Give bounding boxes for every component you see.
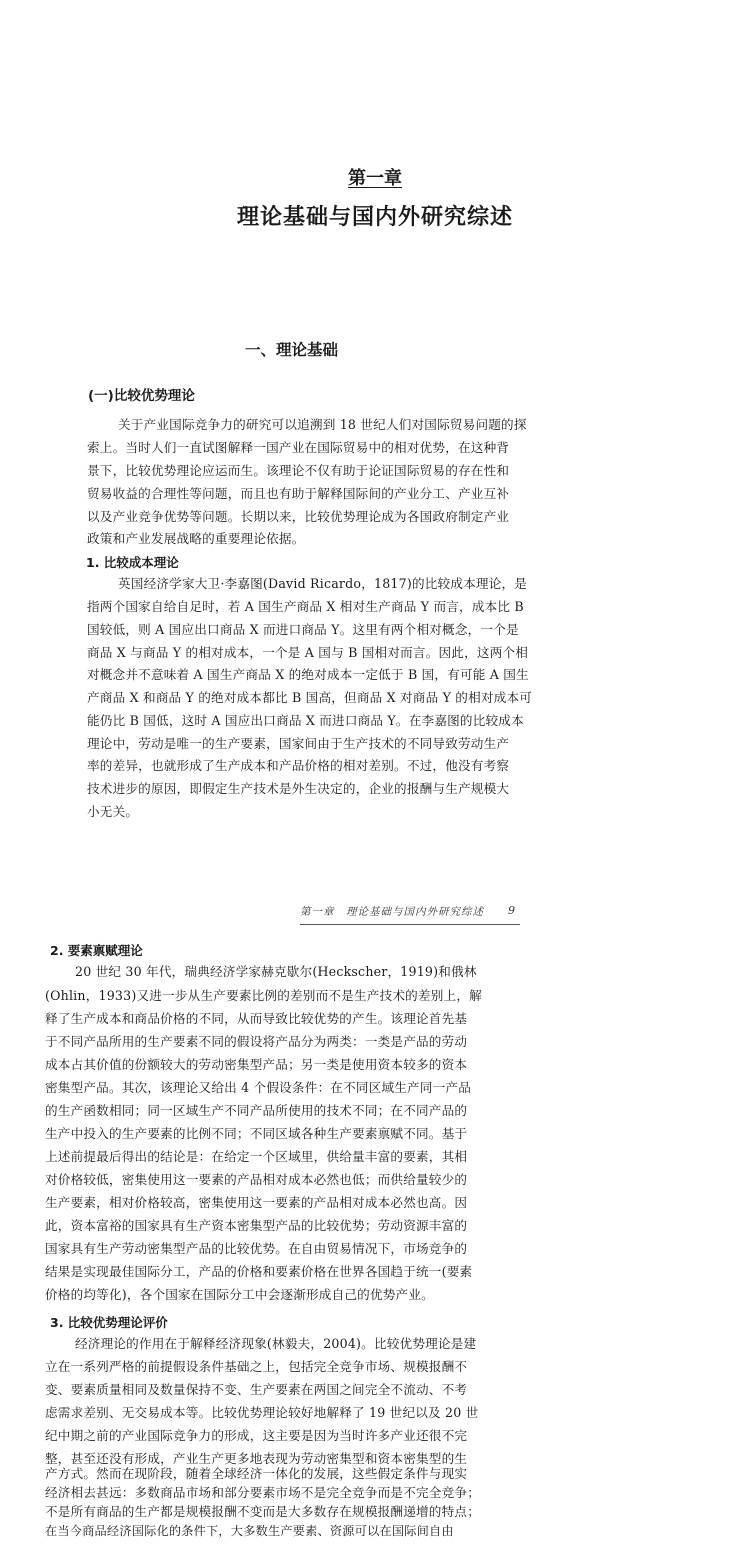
text-line: 结果是实现最佳国际分工，产品的价格和要素价格在世界各国趋于统一(要素 xyxy=(45,1264,473,1279)
header-rule xyxy=(300,924,520,925)
text-line: 对价格较低，密集使用这一要素的产品相对成本必然也低；而供给量较少的 xyxy=(45,1172,468,1187)
text-line: 释了生产成本和商品价格的不同，从而导致比较优势的产生。该理论首先基 xyxy=(45,1011,468,1026)
text-line: 密集型产品。其次，该理论又给出 4 个假设条件：在不同区域生产同一产品 xyxy=(45,1080,472,1095)
text-line: 国家具有生产劳动密集型产品的比较优势。在自由贸易情况下，市场竞争的 xyxy=(45,1241,468,1256)
running-head xyxy=(300,904,484,919)
text-line: 小无关。 xyxy=(87,804,139,819)
part2-title: 2. 要素禀赋理论 xyxy=(50,943,143,958)
text-line: 景下，比较优势理论应运而生。该理论不仅有助于论证国际贸易的存在性和 xyxy=(87,463,510,478)
text-line: 虑需求差别、无交易成本等。比较优势理论较好地解释了 19 世纪以及 20 世 xyxy=(45,1405,479,1420)
text-line: 索上。当时人们一直试图解释一国产业在国际贸易中的相对优势，在这种背 xyxy=(87,440,510,455)
part1-title: 1. 比较成本理论 xyxy=(86,555,179,570)
text-line: 国较低，则 A 国应出口商品 X 而进口商品 Y。这里有两个相对概念，一个是 xyxy=(87,622,519,637)
text-line: 贸易收益的合理性等问题，而且也有助于解释国际间的产业分工、产业互补 xyxy=(87,486,510,501)
text-line: 对概念并不意味着 A 国生产商品 X 的绝对成本一定低于 B 国，有可能 A 国生 xyxy=(87,667,529,682)
text-line: 指两个国家自给自足时，若 A 国生产商品 X 相对生产商品 Y 而言，成本比 B xyxy=(87,599,524,614)
text-line: 立在一系列严格的前提假设条件基础之上，包括完全竞争市场、规模报酬不 xyxy=(45,1359,468,1374)
text-line: 的生产函数相同；同一区域生产不同产品所使用的技术不同；在不同产品的 xyxy=(45,1103,468,1118)
text-line: 商品 X 与商品 Y 的相对成本，一个是 A 国与 B 国相对而言。因此，这两个相 xyxy=(87,645,529,660)
text-line: 于不同产品所用的生产要素不同的假设将产品分为两类：一类是产品的劳动 xyxy=(45,1034,468,1049)
text-line: 产商品 X 和商品 Y 的绝对成本都比 B 国高，但商品 X 对商品 Y 的相对成本可 xyxy=(87,690,533,705)
text-line: 在当今商品经济国际化的条件下，大多数生产要素、资源可以在国际间自由 xyxy=(45,1524,454,1538)
text-line: (Ohlin，1933)又进一步从生产要素比例的差别而不是生产技术的差别上，解 xyxy=(45,988,482,1003)
text-line: 价格的均等化)，各个国家在国际分工中会逐渐形成自己的优势产业。 xyxy=(45,1287,434,1302)
part3-title: 3. 比较优势理论评价 xyxy=(50,1315,168,1330)
text-line: 变、要素质量相同及数量保持不变、生产要素在两国之间完全不流动、不考 xyxy=(45,1382,468,1397)
text-line: 产方式。然而在现阶段，随着全球经济一体化的发展，这些假定条件与现实 xyxy=(45,1466,468,1481)
text-line: 关于产业国际竞争力的研究可以追溯到 18 世纪人们对国际贸易问题的探 xyxy=(118,417,527,432)
text-line: 政策和产业发展战略的重要理论依据。 xyxy=(87,531,305,546)
text-line: 以及产业竞争优势等问题。长期以来，比较优势理论成为各国政府制定产业 xyxy=(87,509,510,524)
text-line: 生产中投入的生产要素的比例不同；不同区域各种生产要素禀赋不同。基于 xyxy=(45,1126,468,1141)
text-line: 经济相去甚远：多数商品市场和部分要素市场不是完全竞争而是不完全竞争； xyxy=(45,1485,480,1500)
text-line: 20 世纪 30 年代，瑞典经济学家赫克歇尔(Heckscher，1919)和俄林 xyxy=(75,964,477,979)
text-line: 纪中期之前的产业国际竞争力的形成，这主要是因为当时许多产业还很不完 xyxy=(45,1428,468,1443)
text-line: 上述前提最后得出的结论是：在给定一个区域里，供给量丰富的要素，其相 xyxy=(45,1149,468,1164)
text-line: 英国经济学家大卫·李嘉图(David Ricardo，1817)的比较成本理论，是 xyxy=(118,576,528,591)
text-line: 整，甚至还没有形成，产业生产更多地表现为劳动密集型和资本密集型的生 xyxy=(45,1451,468,1466)
text-line: 能仍比 B 国低，这时 A 国应出口商品 X 而进口商品 Y。在李嘉图的比较成本 xyxy=(87,713,524,728)
text-line: 不是所有商品的生产都是规模报酬不变而是大多数存在规模报酬递增的特点； xyxy=(45,1504,480,1519)
text-line: 经济理论的作用在于解释经济现象(林毅夫，2004)。比较优势理论是建 xyxy=(75,1336,477,1351)
page-lower xyxy=(0,900,750,1546)
chapter-title: 理论基础与国内外研究综述 xyxy=(236,204,513,230)
running-head-text: 第一章 理论基础与国内外研究综述 xyxy=(300,906,484,918)
text-line: 成本占其价值的份额较大的劳动密集型产品；另一类是使用资本较多的资本 xyxy=(45,1057,468,1072)
text-line: 生产要素，相对价格较高，密集使用这一要素的产品相对成本必然也高。因 xyxy=(45,1195,468,1210)
subsection-title: (一)比较优势理论 xyxy=(88,388,195,404)
text-line: 技术进步的原因，即假定生产技术是外生决定的，企业的报酬与生产规模大 xyxy=(87,781,510,796)
page-number: 9 xyxy=(508,904,515,917)
chapter-number: 第一章 xyxy=(348,168,402,189)
text-line: 率的差异，也就形成了生产成本和产品价格的相对差别。不过，他没有考察 xyxy=(87,758,510,773)
text-line: 此，资本富裕的国家具有生产资本密集型产品的比较优势；劳动资源丰富的 xyxy=(45,1218,468,1233)
section-title: 一、理论基础 xyxy=(245,340,339,359)
text-line: 理论中，劳动是唯一的生产要素，国家间由于生产技术的不同导致劳动生产 xyxy=(87,736,510,751)
